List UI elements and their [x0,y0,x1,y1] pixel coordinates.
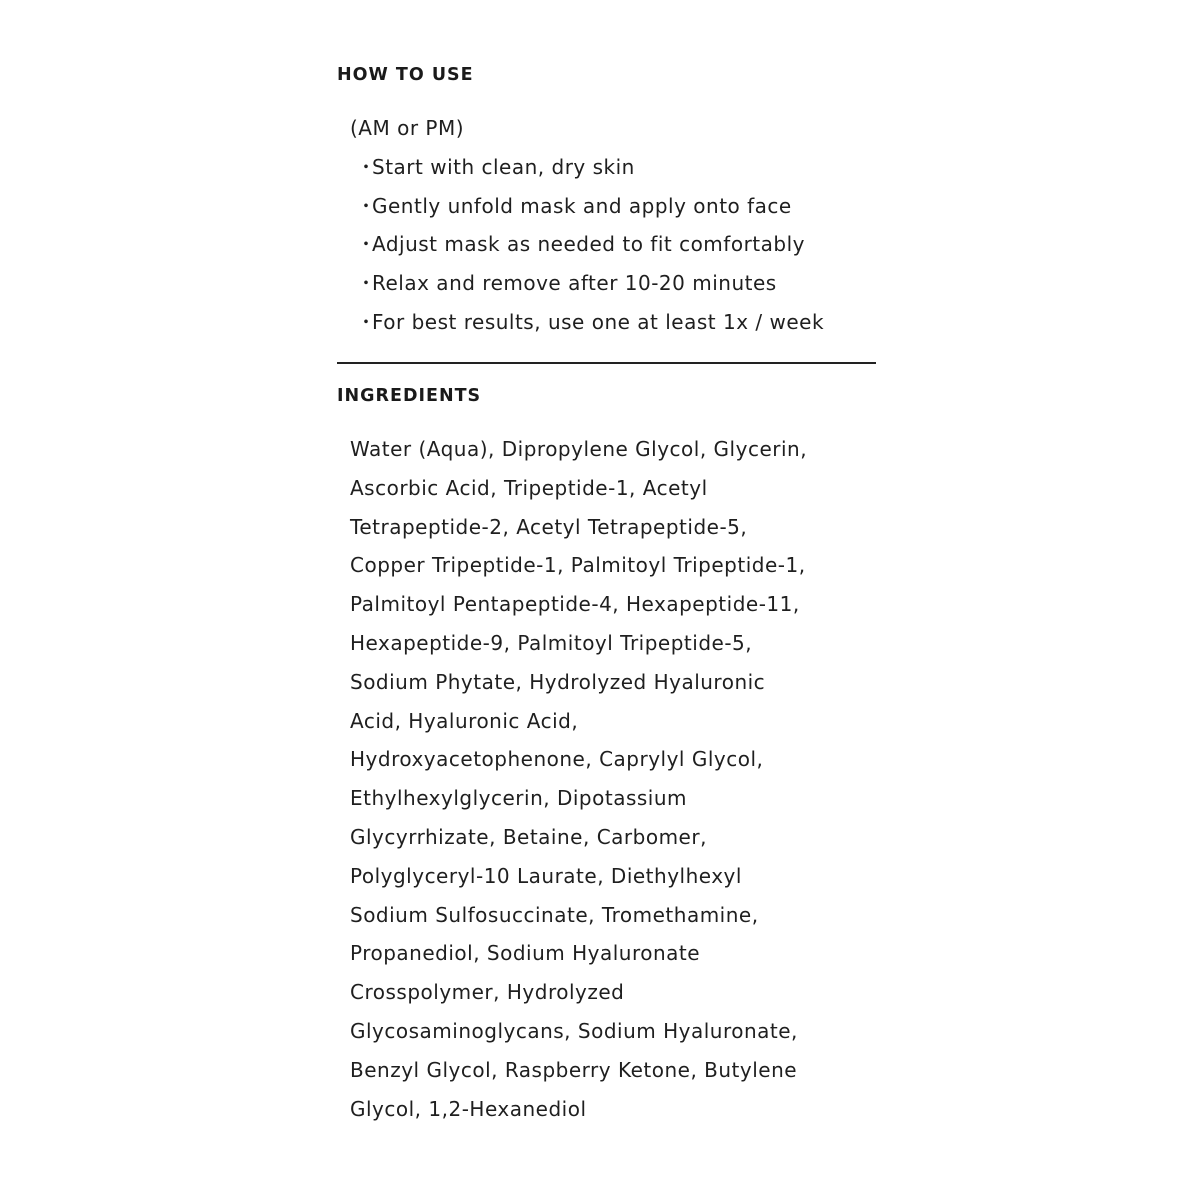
ingredients-line: Hydroxyacetophenone, Caprylyl Glycol, [350,747,764,772]
bullet-icon: ・ [356,232,377,257]
ingredients-line: Sodium Sulfosuccinate, Tromethamine, [350,902,759,927]
ingredients-line: Palmitoyl Pentapeptide-4, Hexapeptide-11, [350,592,800,617]
ingredients-line: Sodium Phytate, Hydrolyzed Hyaluronic [350,669,766,694]
ingredients-line: Benzyl Glycol, Raspberry Ketone, Butylene [350,1057,798,1082]
ingredients-line: Ascorbic Acid, Tripeptide-1, Acetyl [350,475,708,500]
ingredients-list [350,430,876,1128]
ingredients-line: Acid, Hyaluronic Acid, [350,708,579,733]
how-to-use-content [350,109,876,342]
ingredients-line: Polyglyceryl-10 Laurate, Diethylhexyl [350,863,742,888]
step-item [350,225,876,264]
section-divider [337,362,876,364]
ingredients-line: Crosspolymer, Hydrolyzed [350,980,625,1005]
usage-timing: (AM or PM) [350,116,465,140]
ingredients-line: Tetrapeptide-2, Acetyl Tetrapeptide-5, [350,514,748,539]
step-item [350,264,876,303]
step-text: Start with clean, dry skin [372,154,635,179]
ingredients-line: Hexapeptide-9, Palmitoyl Tripeptide-5, [350,630,753,655]
ingredients-line: Glycosaminoglycans, Sodium Hyaluronate, [350,1018,798,1043]
step-item [350,303,876,342]
ingredients-heading: INGREDIENTS [337,386,482,406]
step-text: For best results, use one at least 1x / week [372,309,825,334]
how-to-use-heading: HOW TO USE [337,65,474,85]
ingredients-line: Water (Aqua), Dipropylene Glycol, Glycerin, [350,437,808,461]
step-item [350,148,876,187]
ingredients-line: Ethylhexylglycerin, Dipotassium [350,786,688,811]
bullet-icon: ・ [356,154,377,179]
ingredients-line: Copper Tripeptide-1, Palmitoyl Tripeptide-1, [350,553,806,578]
ingredients-line: Propanediol, Sodium Hyaluronate [350,941,701,966]
ingredients-line: Glycol, 1,2-Hexanediol [350,1096,587,1121]
bullet-icon: ・ [356,271,377,296]
step-text: Relax and remove after 10-20 minutes [372,271,777,296]
step-text: Gently unfold mask and apply onto face [372,193,792,218]
bullet-icon: ・ [356,193,377,218]
ingredients-line: Glycyrrhizate, Betaine, Carbomer, [350,824,707,849]
bullet-icon: ・ [356,309,377,334]
step-text: Adjust mask as needed to fit comfortably [372,232,805,257]
step-item [350,187,876,226]
